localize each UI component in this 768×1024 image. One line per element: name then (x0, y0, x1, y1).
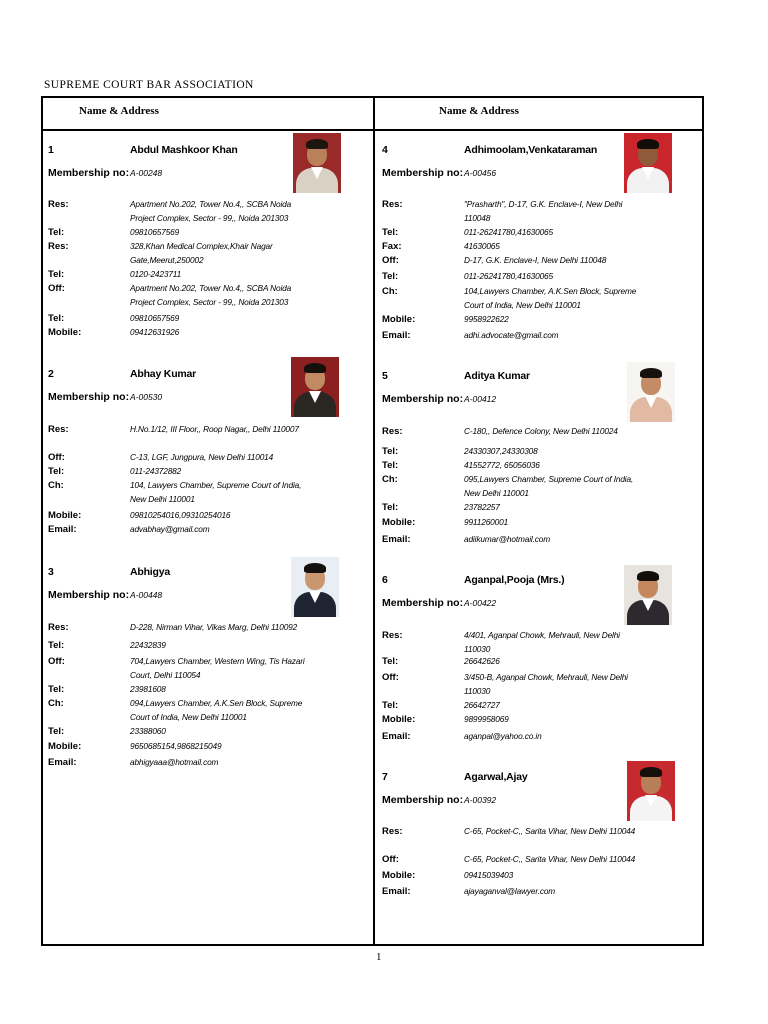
member-number: 7 (382, 771, 388, 783)
membership-number: A-00456 (464, 168, 497, 178)
field-label: Email: (48, 757, 77, 768)
field-label: Tel: (48, 684, 65, 695)
column-header-left: Name & Address (79, 105, 159, 117)
field-label: Off: (382, 255, 399, 266)
field-value: 24330307,24330308 (464, 446, 538, 456)
field-value: C-180,, Defence Colony, New Delhi 110024 (464, 426, 618, 436)
field-label: Ch: (48, 698, 64, 709)
membership-label: Membership no: (48, 167, 130, 179)
membership-label: Membership no: (382, 597, 464, 609)
field-label: Mobile: (48, 510, 82, 521)
field-label: Tel: (48, 640, 65, 651)
field-label: Mobile: (48, 327, 82, 338)
field-value: 41552772, 65056036 (464, 460, 540, 470)
member-name: Abdul Mashkoor Khan (130, 144, 238, 156)
field-label: Email: (382, 330, 411, 341)
field-label: Fax: (382, 241, 402, 252)
field-value: 3/450-B, Aganpal Chowk, Mehrauli, New Delhi 110030 (464, 672, 628, 696)
field-label: Ch: (382, 286, 398, 297)
field-label: Off: (48, 452, 65, 463)
field-label: Off: (382, 854, 399, 865)
column-header-right: Name & Address (439, 105, 519, 117)
field-value: C-65, Pocket-C,, Sarita Vihar, New Delhi 110044 (464, 826, 636, 836)
member-number: 6 (382, 574, 388, 586)
page-number: 1 (376, 951, 382, 963)
field-label: Tel: (382, 502, 399, 513)
membership-label: Membership no: (382, 393, 464, 405)
field-value: 4/401, Aganpal Chowk, Mehrauli, New Delhi 110030 (464, 630, 620, 654)
field-value: advabhay@gmail.com (130, 524, 210, 534)
field-label: Tel: (382, 446, 399, 457)
field-value: 09810657569 (130, 313, 180, 323)
field-value: Apartment No.202, Tower No.4,, SCBA Noida Project Complex, Sector - 99,, Noida 201303 (130, 283, 292, 307)
field-value: 9911260001 (464, 517, 509, 527)
column-divider (373, 98, 375, 944)
member-photo (293, 133, 341, 193)
field-label: Tel: (48, 466, 65, 477)
member-name: Aganpal,Pooja (Mrs.) (464, 574, 565, 586)
field-value: 22432839 (130, 640, 166, 650)
field-label: Tel: (382, 700, 399, 711)
field-value: Apartment No.202, Tower No.4,, SCBA Noida Project Complex, Sector - 99,, Noida 201303 (130, 199, 292, 223)
field-value: 09415039403 (464, 870, 514, 880)
member-name: Abhigya (130, 566, 171, 578)
member-name: Agarwal,Ajay (464, 771, 528, 783)
field-label: Res: (382, 199, 403, 210)
member-name: Adhimoolam,Venkataraman (464, 144, 598, 156)
field-label: Res: (48, 622, 69, 633)
field-label: Email: (382, 731, 411, 742)
field-value: adiikumar@hotmail.com (464, 534, 550, 544)
field-label: Res: (48, 424, 69, 435)
field-label: Tel: (48, 313, 65, 324)
field-label: Mobile: (382, 314, 416, 325)
field-label: Tel: (48, 726, 65, 737)
field-label: Off: (48, 656, 65, 667)
field-value: 011-24372882 (130, 466, 182, 476)
member-number: 2 (48, 368, 54, 380)
membership-label: Membership no: (382, 167, 464, 179)
membership-label: Membership no: (382, 794, 464, 806)
field-label: Mobile: (382, 714, 416, 725)
document-title: SUPREME COURT BAR ASSOCIATION (44, 79, 254, 91)
field-value: 328,Khan Medical Complex,Khair Nagar Gate,Meerut,250002 (130, 241, 273, 265)
field-value: 011-26241780,41630065 (464, 271, 553, 281)
field-value: H.No.1/12, III Floor,, Roop Nagar,, Delhi 110007 (130, 424, 299, 434)
field-value: C-13, LGF, Jungpura, New Delhi 110014 (130, 452, 274, 462)
field-value: 095,Lawyers Chamber, Supreme Court of India, New Delhi 110001 (464, 474, 634, 498)
membership-number: A-00392 (464, 795, 497, 805)
member-photo (624, 133, 672, 193)
field-value: 9650685154,9868215049 (130, 741, 222, 751)
field-value: C-65, Pocket-C,, Sarita Vihar, New Delhi 110044 (464, 854, 636, 864)
member-name: Aditya Kumar (464, 370, 530, 382)
field-value: 09412631926 (130, 327, 180, 337)
field-label: Ch: (48, 480, 64, 491)
field-value: 23388060 (130, 726, 166, 736)
field-label: Tel: (382, 227, 399, 238)
membership-number: A-00248 (130, 168, 163, 178)
membership-label: Membership no: (48, 589, 130, 601)
field-value: aganpal@yahoo.co.in (464, 731, 542, 741)
member-number: 3 (48, 566, 54, 578)
field-value: 0120-2423711 (130, 269, 182, 279)
field-value: 9958922622 (464, 314, 509, 324)
member-number: 1 (48, 144, 54, 156)
field-value: 26642626 (464, 656, 500, 666)
member-name: Abhay Kumar (130, 368, 197, 380)
member-photo (291, 557, 339, 617)
field-value: 09810254016,09310254016 (130, 510, 231, 520)
field-value: 011-26241780,41630065 (464, 227, 553, 237)
field-label: Res: (48, 241, 69, 252)
field-label: Email: (382, 534, 411, 545)
member-photo (627, 362, 675, 422)
field-value: 09810657569 (130, 227, 180, 237)
field-value: 704,Lawyers Chamber, Western Wing, Tis Hazari Court, Delhi 110054 (130, 656, 305, 680)
field-label: Ch: (382, 474, 398, 485)
field-label: Off: (382, 672, 399, 683)
member-photo (291, 357, 339, 417)
membership-label: Membership no: (48, 391, 130, 403)
field-value: 104, Lawyers Chamber, Supreme Court of India, New Delhi 110001 (130, 480, 302, 504)
field-label: Email: (48, 524, 77, 535)
membership-number: A-00448 (130, 590, 163, 600)
field-label: Res: (48, 199, 69, 210)
member-number: 5 (382, 370, 388, 382)
field-label: Tel: (382, 656, 399, 667)
field-value: adhi.advocate@gmail.com (464, 330, 559, 340)
field-label: Off: (48, 283, 65, 294)
field-value: 9899958069 (464, 714, 509, 724)
field-label: Tel: (382, 271, 399, 282)
field-label: Tel: (48, 269, 65, 280)
field-label: Res: (382, 826, 403, 837)
member-number: 4 (382, 144, 388, 156)
field-label: Res: (382, 426, 403, 437)
field-value: 41630065 (464, 241, 500, 251)
field-value: abhigyaaa@hotmail.com (130, 757, 219, 767)
membership-number: A-00530 (130, 392, 163, 402)
field-value: 23782257 (464, 502, 500, 512)
field-label: Res: (382, 630, 403, 641)
membership-number: A-00422 (464, 598, 497, 608)
field-label: Tel: (382, 460, 399, 471)
field-value: 104,Lawyers Chamber, A.K.Sen Block, Supreme Court of India, New Delhi 110001 (464, 286, 637, 310)
field-value: D-17, G.K. Enclave-I, New Delhi 110048 (464, 255, 607, 265)
membership-number: A-00412 (464, 394, 497, 404)
field-value: ajayaganval@lawyer.com (464, 886, 556, 896)
field-label: Email: (382, 886, 411, 897)
member-photo (624, 565, 672, 625)
field-label: Tel: (48, 227, 65, 238)
field-value: D-228, Nirman Vihar, Vikas Marg, Delhi 110092 (130, 622, 298, 632)
field-label: Mobile: (48, 741, 82, 752)
field-value: 23981608 (130, 684, 166, 694)
field-label: Mobile: (382, 870, 416, 881)
field-label: Mobile: (382, 517, 416, 528)
field-value: 26642727 (464, 700, 500, 710)
member-photo (627, 761, 675, 821)
field-value: 094,Lawyers Chamber, A.K.Sen Block, Supreme Court of India, New Delhi 110001 (130, 698, 303, 722)
field-value: "Prasharth", D-17, G.K. Enclave-I, New Delhi 110048 (464, 199, 623, 223)
